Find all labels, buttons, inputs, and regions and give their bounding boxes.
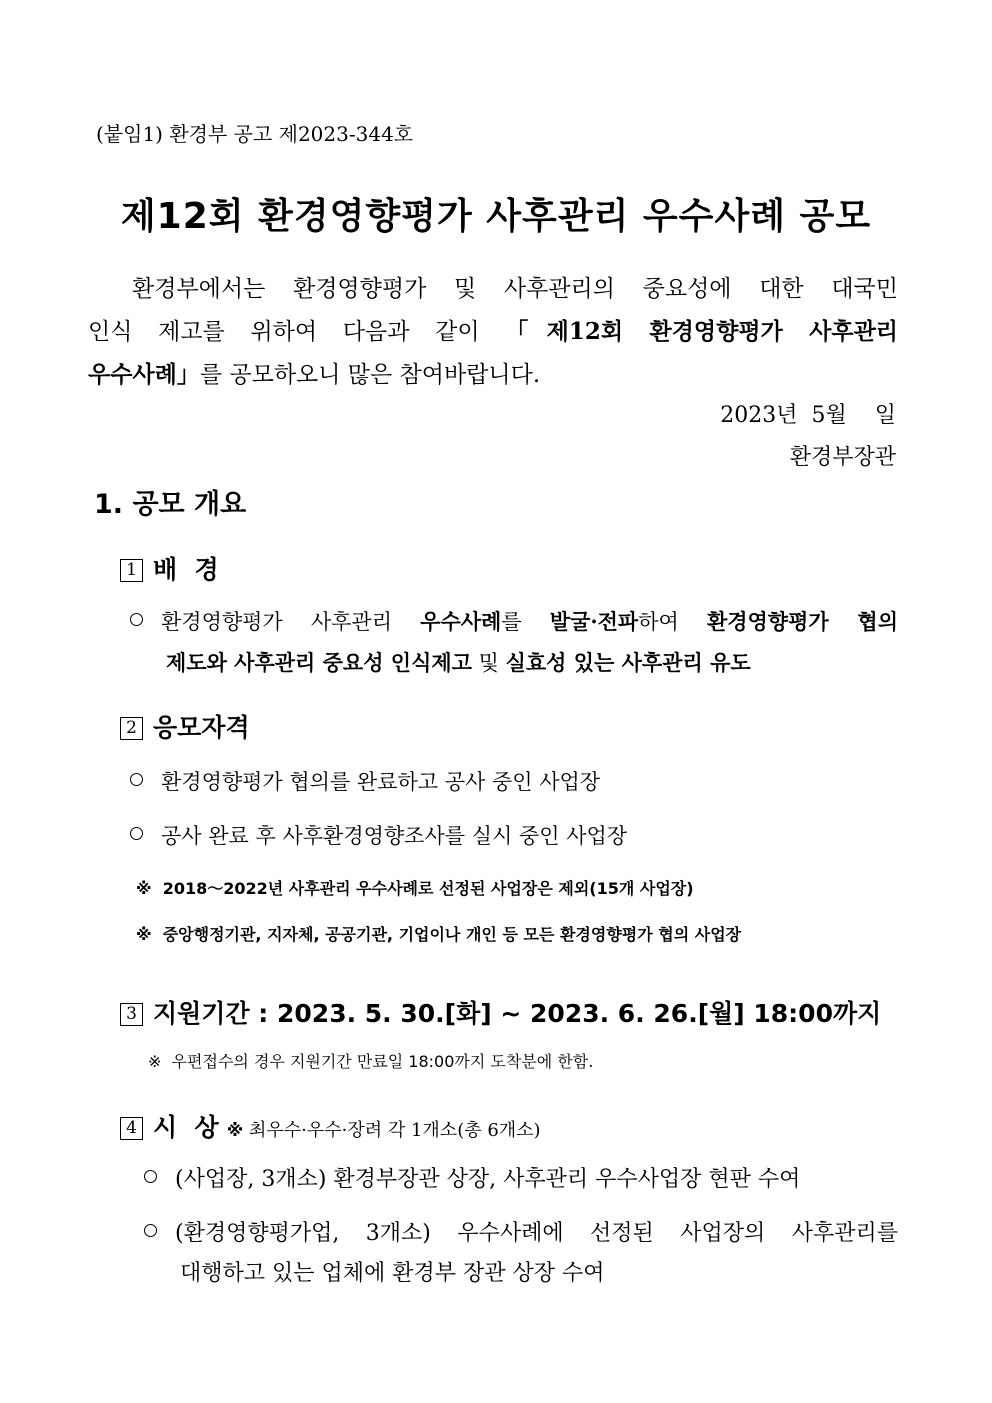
subsection-period-heading xyxy=(120,994,881,1030)
subsection-eligibility-title: 응모자격 xyxy=(153,713,250,742)
eligibility-note-2: ※ 중앙행정기관, 지자체, 공공기관, 기업이나 개인 등 모든 환경영향평가 협의 사업장 xyxy=(136,925,742,944)
bullet-circle-icon xyxy=(130,773,143,786)
award-item-2 xyxy=(144,1216,898,1247)
background-bullet-line-2 xyxy=(166,647,751,677)
award-item-1 xyxy=(144,1162,800,1193)
subsection-background-heading xyxy=(120,550,219,586)
award-item-2-text: (환경영향평가업, 3개소) 우수사례에 선정된 사업장의 사후관리를 xyxy=(175,1221,898,1246)
background-bold-e: 실효성 있는 사후관리 유도 xyxy=(505,650,751,675)
issuer-name: 환경부장관 xyxy=(789,445,896,470)
intro-line-1: 환경부에서는 환경영향평가 및 사후관리의 중요성에 대한 대국민 xyxy=(132,276,898,302)
subsection-award-title: 시 상 xyxy=(153,1113,219,1142)
document-title: 제12회 환경영향평가 사후관리 우수사례 공모 xyxy=(120,196,872,237)
number-box-icon: 4 xyxy=(120,1117,143,1140)
background-bold-b: 발굴·전파 xyxy=(549,609,639,634)
reference-mark-icon: ※ xyxy=(226,1121,244,1141)
background-text-b: 를 xyxy=(501,610,550,634)
eligibility-item-1-text: 환경영향평가 협의를 완료하고 공사 중인 사업장 xyxy=(161,770,601,794)
bullet-circle-icon xyxy=(130,827,143,840)
award-item-2-line-2: 대행하고 있는 업체에 환경부 장관 상장 수여 xyxy=(180,1261,605,1286)
background-bold-d: 제도와 사후관리 중요성 인식제고 xyxy=(166,650,472,675)
subsection-period-title: 지원기간 : 2023. 5. 30.[화] ~ 2023. 6. 26.[월] 18:00까지 xyxy=(153,999,882,1028)
intro-line-3-text: 를 공모하오니 많은 참여바랍니다. xyxy=(199,362,541,388)
background-bold-c: 환경영향평가 협의 xyxy=(706,609,899,634)
announcement-date: 2023년 5월 일 xyxy=(720,403,896,428)
eligibility-note-1: ※ 2018～2022년 사후관리 우수사례로 선정된 사업장은 제외(15개 사업장) xyxy=(136,879,694,898)
number-box-icon: 2 xyxy=(120,717,143,740)
eligibility-item-1 xyxy=(130,766,600,796)
intro-line-2-bold: 「제12회 환경영향평가 사후관리 xyxy=(505,318,899,345)
subsection-award-heading xyxy=(120,1108,541,1144)
eligibility-item-2 xyxy=(130,820,627,850)
period-note: ※ 우편접수의 경우 지원기간 만료일 18:00까지 도착분에 한함. xyxy=(148,1052,594,1071)
background-bullet-line-1 xyxy=(130,606,898,636)
bullet-circle-icon xyxy=(130,613,143,626)
background-text-a: 환경영향평가 사후관리 xyxy=(161,610,421,634)
number-box-icon: 3 xyxy=(120,1003,143,1026)
background-bullet xyxy=(130,606,898,636)
bullet-circle-icon xyxy=(144,1170,157,1183)
bullet-circle-icon xyxy=(144,1224,157,1237)
background-text-c: 하여 xyxy=(638,610,707,634)
background-bold-a: 우수사례 xyxy=(420,609,502,634)
intro-line-3-bold: 우수사례」 xyxy=(88,361,200,388)
background-text-d: 및 xyxy=(471,651,506,675)
attachment-notice: (붙임1) 환경부 공고 제2023-344호 xyxy=(96,122,414,146)
eligibility-item-2-text: 공사 완료 후 사후환경영향조사를 실시 중인 사업장 xyxy=(161,824,628,848)
number-box-icon: 1 xyxy=(120,559,143,582)
subsection-background-title: 배 경 xyxy=(153,555,219,584)
subsection-eligibility-heading xyxy=(120,708,250,744)
intro-line-3 xyxy=(88,356,898,389)
intro-line-2 xyxy=(88,313,898,346)
section-heading-overview: 1. 공모 개요 xyxy=(94,489,247,520)
award-summary: 최우수·우수·장려 각 1개소(총 6개소) xyxy=(243,1120,541,1141)
award-item-1-text: (사업장, 3개소) 환경부장관 상장, 사후관리 우수사업장 현판 수여 xyxy=(175,1167,801,1192)
intro-line-2-text: 인식 제고를 위하여 다음과 같이 xyxy=(88,319,506,345)
award-item-2-line-1 xyxy=(144,1216,898,1247)
